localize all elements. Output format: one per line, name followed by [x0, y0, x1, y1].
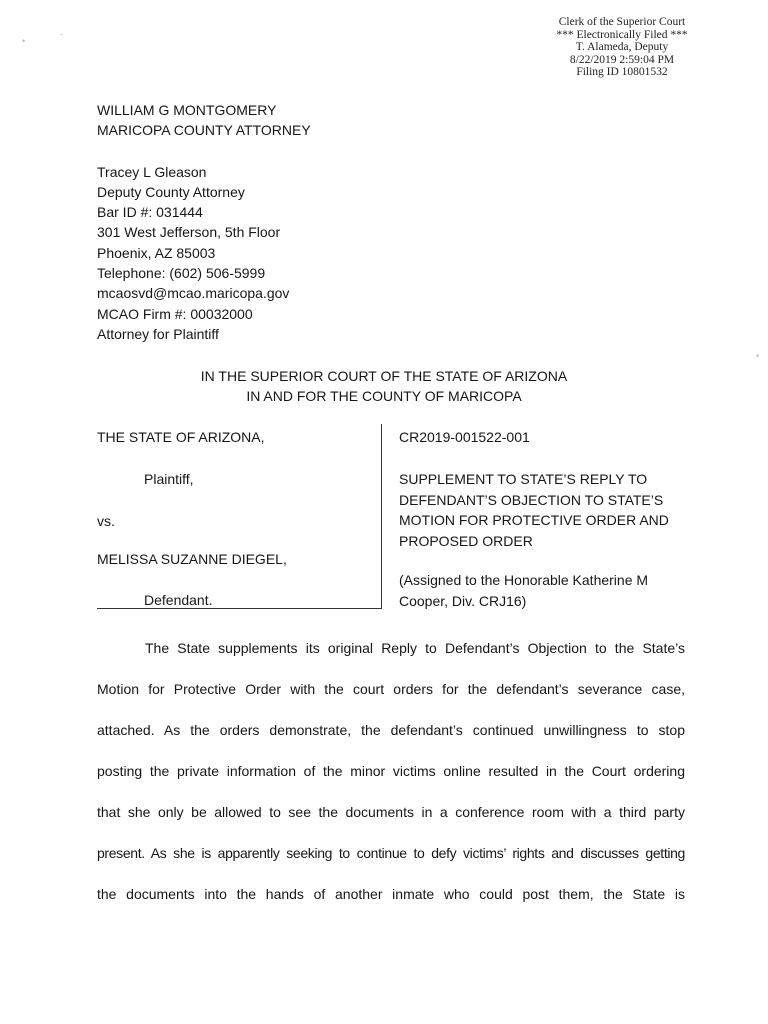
court-county: IN AND FOR THE COUNTY OF MARICOPA — [246, 388, 522, 404]
judge-assignment-line: Cooper, Div. CRJ16) — [399, 592, 527, 609]
case-number: CR2019-001522-001 — [399, 429, 530, 445]
attorney-office-head: WILLIAM G MONTGOMERY — [97, 102, 277, 118]
filing-stamp-deputy: T. Alameda, Deputy — [575, 41, 669, 53]
attorney-firm-number: MCAO Firm #: 00032000 — [97, 305, 253, 322]
electronic-filing-stamp — [532, 16, 712, 79]
caption-plaintiff-label: Plaintiff, — [144, 471, 194, 487]
caption-defendant-party: MELISSA SUZANNE DIEGEL, — [97, 551, 287, 567]
filing-stamp-clerk: Clerk of the Superior Court — [558, 16, 686, 28]
attorney-address-city: Phoenix, AZ 85003 — [97, 244, 216, 261]
attorney-telephone: Telephone: (602) 506-5999 — [97, 265, 266, 282]
body-paragraph — [97, 628, 685, 915]
body-line: the documents into the hands of another inmate who could post them, the State is — [97, 886, 685, 902]
attorney-title: Deputy County Attorney — [97, 183, 245, 200]
filing-stamp-status: *** Electronically Filed *** — [556, 28, 688, 41]
document-title-line: SUPPLEMENT TO STATE’S REPLY TO — [399, 471, 648, 487]
filing-stamp-id: Filing ID 10801532 — [576, 66, 668, 78]
body-line: present. As she is apparently seeking to continue to defy victims’ rights and discusses getting — [97, 845, 685, 861]
caption-divider — [381, 424, 382, 609]
attorney-block — [97, 100, 311, 344]
attorney-address-street: 301 West Jefferson, 5th Floor — [97, 224, 281, 241]
body-line: that she only be allowed to see the documents in a conference room with a third party — [97, 804, 685, 820]
body-line: Motion for Protective Order with the court orders for the defendant’s severance case, — [97, 681, 685, 697]
scan-artifact: • — [22, 36, 26, 46]
document-title-line: MOTION FOR PROTECTIVE ORDER AND — [399, 512, 669, 528]
judge-assignment — [399, 570, 699, 611]
document-title-line: PROPOSED ORDER — [399, 532, 533, 549]
body-line: attached. As the orders demonstrate, the defendant’s continued unwillingness to stop — [97, 722, 685, 738]
scan-artifact: • — [756, 351, 760, 361]
attorney-office-title: MARICOPA COUNTY ATTORNEY — [97, 122, 311, 139]
judge-assignment-line: (Assigned to the Honorable Katherine M — [399, 572, 649, 588]
attorney-role: Attorney for Plaintiff — [97, 325, 219, 342]
attorney-email: mcaosvd@mcao.maricopa.gov — [97, 285, 290, 302]
attorney-block-spacer — [97, 141, 311, 162]
caption-versus: vs. — [97, 513, 115, 529]
court-heading — [0, 366, 768, 406]
attorney-name: Tracey L Gleason — [97, 163, 207, 180]
caption-plaintiff-party: THE STATE OF ARIZONA, — [97, 429, 265, 445]
scan-artifact: ‐ — [60, 29, 63, 39]
caption-underline — [97, 608, 382, 609]
body-line: posting the private information of the minor victims online resulted in the Court ordering — [97, 763, 685, 779]
filing-stamp-timestamp: 8/22/2019 2:59:04 PM — [569, 53, 675, 66]
caption-defendant-label: Defendant. — [144, 592, 213, 608]
body-line: The State supplements its original Reply to Defendant’s Objection to the State’s — [145, 640, 685, 656]
document-title — [399, 469, 699, 551]
court-name: IN THE SUPERIOR COURT OF THE STATE OF ARIZONA — [200, 368, 568, 384]
document-title-line: DEFENDANT’S OBJECTION TO STATE’S — [399, 491, 664, 508]
attorney-bar-id: Bar ID #: 031444 — [97, 204, 203, 221]
